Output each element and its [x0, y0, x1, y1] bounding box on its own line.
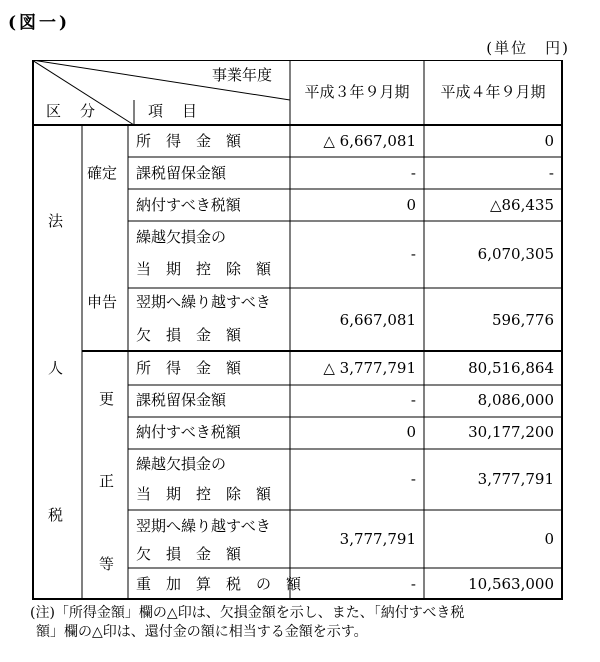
subgroup-kosei-char: 更	[99, 390, 115, 408]
row-value-h4: 8,086,000	[477, 391, 554, 409]
row-value-h3: △ 6,667,081	[323, 132, 416, 150]
row-label: 課税留保金額	[136, 164, 227, 182]
row-value-h4: -	[548, 164, 554, 182]
footnote-line: (注)「所得金額」欄の△印は、欠損金額を示し、また、「納付すべき税	[30, 605, 465, 621]
row-value-h3: 0	[406, 423, 416, 441]
row-label: 翌期へ繰り越すべき	[136, 293, 271, 311]
subgroup-kosei-char: 等	[99, 555, 115, 573]
row-value-h3: 3,777,791	[339, 530, 416, 548]
figure-label: (図一)	[8, 13, 71, 33]
row-value-h3: 6,667,081	[339, 311, 416, 329]
row-label: 繰越欠損金の	[136, 455, 227, 473]
header-category: 区 分	[46, 102, 98, 120]
subgroup-kosei-char: 正	[99, 472, 115, 490]
row-value-h4: △86,435	[489, 196, 554, 214]
subgroup-kakutei: 確定	[87, 164, 118, 182]
row-label-line2: 当 期 控 除 額	[136, 485, 272, 503]
row-value-h3: -	[410, 470, 416, 488]
row-value-h3: -	[410, 391, 416, 409]
row-value-h3: -	[410, 575, 416, 593]
row-value-h4: 596,776	[491, 311, 554, 329]
row-label: 繰越欠損金の	[136, 228, 227, 246]
row-label: 翌期へ繰り越すべき	[136, 517, 271, 535]
row-label: 重 加 算 税 の 額	[136, 575, 302, 593]
row-label-line2: 欠 損 金 額	[136, 326, 242, 344]
group-label-char: 人	[48, 359, 64, 377]
footnote	[30, 604, 575, 642]
header-col-h4: 平成４年９月期	[440, 83, 546, 101]
row-label: 所 得 金 額	[136, 359, 242, 377]
row-value-h4: 10,563,000	[468, 575, 554, 593]
header-item: 項 目	[148, 102, 200, 120]
row-value-h3: -	[410, 245, 416, 263]
header-fiscal-year: 事業年度	[212, 66, 273, 84]
row-label-line2: 当 期 控 除 額	[136, 260, 272, 278]
header-col-h3: 平成３年９月期	[304, 83, 410, 101]
row-label-line2: 欠 損 金 額	[136, 545, 242, 563]
row-value-h4: 0	[544, 132, 554, 150]
row-label: 納付すべき税額	[136, 196, 241, 214]
group-label-char: 法	[48, 212, 64, 230]
row-value-h4: 3,777,791	[477, 470, 554, 488]
subgroup-shinkoku: 申告	[87, 293, 118, 311]
row-value-h4: 30,177,200	[468, 423, 554, 441]
row-value-h3: -	[410, 164, 416, 182]
row-label: 課税留保金額	[136, 391, 227, 409]
row-label: 所 得 金 額	[136, 132, 242, 150]
row-value-h4: 80,516,864	[468, 359, 554, 377]
group-label-char: 税	[48, 506, 64, 524]
tax-table	[32, 60, 563, 600]
footnote-line: 額」欄の△印は、還付金の額に相当する金額を示す。	[36, 624, 368, 640]
row-value-h4: 0	[544, 530, 554, 548]
unit-label: (単位 円)	[486, 39, 570, 57]
row-value-h3: 0	[406, 196, 416, 214]
row-value-h4: 6,070,305	[477, 245, 554, 263]
row-label: 納付すべき税額	[136, 423, 241, 441]
row-value-h3: △ 3,777,791	[323, 359, 416, 377]
